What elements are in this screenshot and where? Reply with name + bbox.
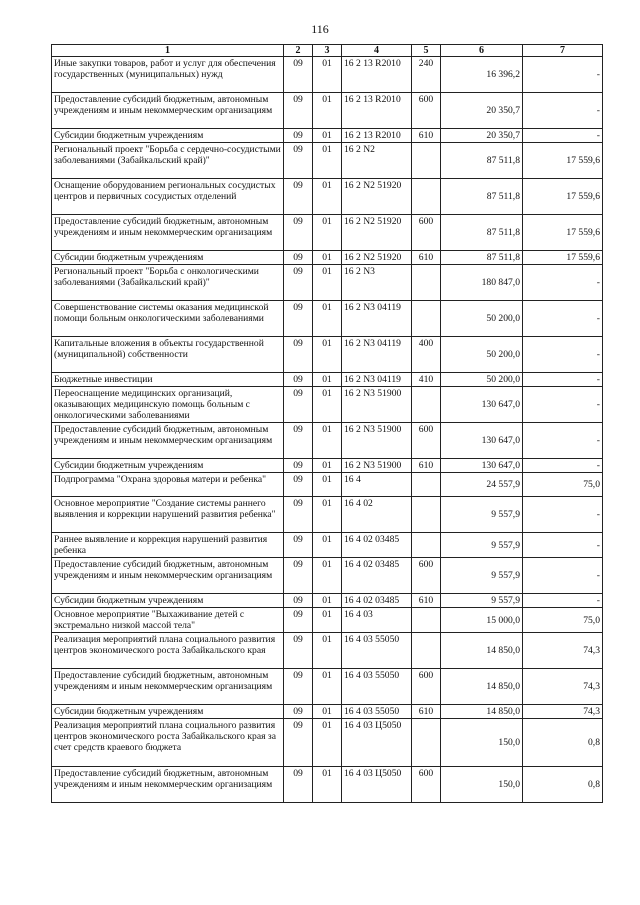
header-col-2: 2	[284, 45, 313, 57]
cell-expense-type	[412, 633, 441, 669]
cell-subsection: 01	[313, 215, 342, 251]
cell-expense-type	[412, 387, 441, 423]
cell-section: 09	[284, 301, 313, 337]
table-row	[52, 473, 603, 497]
header-col-1: 1	[52, 45, 284, 57]
cell-expense-type	[412, 608, 441, 633]
cell-section: 09	[284, 633, 313, 669]
cell-subsection: 01	[313, 93, 342, 129]
cell-target-code: 16 2 N3 51900	[342, 387, 412, 423]
header-col-3: 3	[313, 45, 342, 57]
cell-target-code: 16 2 N3 04119	[342, 373, 412, 387]
table-body	[52, 57, 603, 803]
cell-target-code: 16 2 N3 51900	[342, 423, 412, 459]
cell-subsection: 01	[313, 337, 342, 373]
cell-name: Предоставление субсидий бюджетным, автономным учреждениям и иным некоммерческим организациям	[52, 767, 284, 803]
cell-section: 09	[284, 423, 313, 459]
cell-subsection: 01	[313, 558, 342, 594]
cell-subsection: 01	[313, 669, 342, 705]
cell-name: Реализация мероприятий плана социального развития центров экономического роста Забайкальского края за счет средств краевого бюджета	[52, 719, 284, 767]
cell-subsection: 01	[313, 301, 342, 337]
cell-amount-1: 130 647,0	[441, 387, 523, 423]
table-row	[52, 459, 603, 473]
table-row	[52, 608, 603, 633]
table-row	[52, 265, 603, 301]
cell-name: Региональный проект "Борьба с онкологическими заболеваниями (Забайкальский край)"	[52, 265, 284, 301]
table-row	[52, 301, 603, 337]
cell-target-code: 16 4 03 55050	[342, 633, 412, 669]
header-col-7: 7	[523, 45, 603, 57]
cell-amount-2: 17 559,6	[523, 179, 603, 215]
cell-amount-1: 50 200,0	[441, 337, 523, 373]
cell-amount-2: -	[523, 265, 603, 301]
cell-amount-2: -	[523, 301, 603, 337]
cell-amount-1: 9 557,9	[441, 533, 523, 558]
cell-target-code: 16 2 N2 51920	[342, 215, 412, 251]
cell-subsection: 01	[313, 57, 342, 93]
table-row	[52, 669, 603, 705]
cell-subsection: 01	[313, 608, 342, 633]
cell-target-code: 16 2 13 R2010	[342, 57, 412, 93]
cell-amount-2: 74,3	[523, 705, 603, 719]
cell-name: Субсидии бюджетным учреждениям	[52, 129, 284, 143]
cell-target-code: 16 2 N3 04119	[342, 301, 412, 337]
cell-target-code: 16 2 N2 51920	[342, 179, 412, 215]
cell-amount-1: 14 850,0	[441, 633, 523, 669]
cell-amount-1: 50 200,0	[441, 373, 523, 387]
cell-target-code: 16 4 02 03485	[342, 594, 412, 608]
cell-target-code: 16 4 02	[342, 497, 412, 533]
cell-expense-type: 600	[412, 767, 441, 803]
cell-expense-type: 600	[412, 215, 441, 251]
cell-amount-2: 75,0	[523, 473, 603, 497]
cell-section: 09	[284, 143, 313, 179]
cell-target-code: 16 2 N2	[342, 143, 412, 179]
cell-amount-2: -	[523, 337, 603, 373]
table-row	[52, 558, 603, 594]
cell-amount-2: -	[523, 57, 603, 93]
cell-expense-type: 600	[412, 558, 441, 594]
cell-amount-1: 16 396,2	[441, 57, 523, 93]
cell-amount-1: 180 847,0	[441, 265, 523, 301]
table-row	[52, 767, 603, 803]
table-row	[52, 533, 603, 558]
table-row	[52, 719, 603, 767]
table-row	[52, 179, 603, 215]
cell-name: Раннее выявление и коррекция нарушений развития ребенка	[52, 533, 284, 558]
cell-section: 09	[284, 387, 313, 423]
cell-amount-2: 74,3	[523, 669, 603, 705]
cell-name: Переоснащение медицинских организаций, оказывающих медицинскую помощь больным с онкологическими заболеваниями	[52, 387, 284, 423]
cell-subsection: 01	[313, 387, 342, 423]
cell-amount-1: 20 350,7	[441, 93, 523, 129]
cell-expense-type: 610	[412, 705, 441, 719]
cell-expense-type	[412, 301, 441, 337]
cell-expense-type	[412, 265, 441, 301]
header-col-6: 6	[441, 45, 523, 57]
cell-amount-1: 130 647,0	[441, 459, 523, 473]
table-row	[52, 251, 603, 265]
cell-amount-2: -	[523, 533, 603, 558]
cell-section: 09	[284, 473, 313, 497]
cell-target-code: 16 4 02 03485	[342, 533, 412, 558]
cell-target-code: 16 2 N2 51920	[342, 251, 412, 265]
cell-expense-type: 610	[412, 594, 441, 608]
header-row	[52, 45, 603, 57]
cell-target-code: 16 2 N3 04119	[342, 337, 412, 373]
cell-amount-1: 130 647,0	[441, 423, 523, 459]
cell-target-code: 16 2 N3 51900	[342, 459, 412, 473]
cell-amount-1: 9 557,9	[441, 497, 523, 533]
cell-subsection: 01	[313, 497, 342, 533]
table-row	[52, 705, 603, 719]
table-row	[52, 387, 603, 423]
cell-subsection: 01	[313, 179, 342, 215]
table-row	[52, 337, 603, 373]
cell-target-code: 16 4 03 55050	[342, 669, 412, 705]
cell-amount-1: 87 511,8	[441, 179, 523, 215]
cell-amount-1: 15 000,0	[441, 608, 523, 633]
cell-amount-2: 17 559,6	[523, 251, 603, 265]
cell-amount-2: 0,8	[523, 719, 603, 767]
cell-expense-type: 600	[412, 93, 441, 129]
cell-subsection: 01	[313, 373, 342, 387]
cell-amount-1: 87 511,8	[441, 251, 523, 265]
cell-section: 09	[284, 251, 313, 265]
cell-section: 09	[284, 558, 313, 594]
table-row	[52, 633, 603, 669]
cell-name: Основное мероприятие "Выхаживание детей с экстремально низкой массой тела"	[52, 608, 284, 633]
cell-section: 09	[284, 129, 313, 143]
cell-section: 09	[284, 57, 313, 93]
cell-amount-2: -	[523, 459, 603, 473]
cell-amount-2: -	[523, 497, 603, 533]
cell-section: 09	[284, 608, 313, 633]
cell-name: Капитальные вложения в объекты государственной (муниципальной) собственности	[52, 337, 284, 373]
table-row	[52, 215, 603, 251]
cell-section: 09	[284, 705, 313, 719]
cell-name: Подпрограмма "Охрана здоровья матери и ребенка"	[52, 473, 284, 497]
cell-amount-1: 50 200,0	[441, 301, 523, 337]
cell-subsection: 01	[313, 423, 342, 459]
cell-subsection: 01	[313, 265, 342, 301]
cell-subsection: 01	[313, 705, 342, 719]
cell-subsection: 01	[313, 594, 342, 608]
table-row	[52, 143, 603, 179]
table-row	[52, 594, 603, 608]
cell-amount-2: -	[523, 129, 603, 143]
cell-amount-2: 75,0	[523, 608, 603, 633]
cell-amount-1: 14 850,0	[441, 669, 523, 705]
cell-expense-type: 240	[412, 57, 441, 93]
cell-subsection: 01	[313, 473, 342, 497]
cell-amount-2: -	[523, 387, 603, 423]
cell-section: 09	[284, 497, 313, 533]
table-row	[52, 423, 603, 459]
cell-name: Реализация мероприятий плана социального развития центров экономического роста Забайкальского края	[52, 633, 284, 669]
page-number: 116	[311, 22, 329, 36]
cell-subsection: 01	[313, 143, 342, 179]
cell-amount-2: 17 559,6	[523, 143, 603, 179]
cell-target-code: 16 2 13 R2010	[342, 93, 412, 129]
cell-expense-type: 600	[412, 669, 441, 705]
table-row	[52, 129, 603, 143]
cell-name: Бюджетные инвестиции	[52, 373, 284, 387]
cell-amount-2: -	[523, 594, 603, 608]
cell-expense-type	[412, 533, 441, 558]
cell-name: Субсидии бюджетным учреждениям	[52, 459, 284, 473]
cell-amount-2: -	[523, 373, 603, 387]
cell-section: 09	[284, 459, 313, 473]
cell-name: Субсидии бюджетным учреждениям	[52, 705, 284, 719]
cell-section: 09	[284, 594, 313, 608]
cell-amount-1: 87 511,8	[441, 143, 523, 179]
cell-name: Предоставление субсидий бюджетным, автономным учреждениям и иным некоммерческим организациям	[52, 93, 284, 129]
cell-target-code: 16 4 03 Ц5050	[342, 767, 412, 803]
cell-amount-1: 9 557,9	[441, 558, 523, 594]
cell-name: Предоставление субсидий бюджетным, автономным учреждениям и иным некоммерческим организациям	[52, 215, 284, 251]
cell-target-code: 16 2 13 R2010	[342, 129, 412, 143]
cell-subsection: 01	[313, 633, 342, 669]
cell-subsection: 01	[313, 767, 342, 803]
cell-expense-type	[412, 719, 441, 767]
cell-expense-type: 610	[412, 459, 441, 473]
cell-name: Совершенствование системы оказания медицинской помощи больным онкологическими заболеваниями	[52, 301, 284, 337]
cell-name: Региональный проект "Борьба с сердечно-сосудистыми заболеваниями (Забайкальский край)"	[52, 143, 284, 179]
cell-amount-1: 9 557,9	[441, 594, 523, 608]
cell-section: 09	[284, 215, 313, 251]
cell-amount-1: 14 850,0	[441, 705, 523, 719]
cell-name: Предоставление субсидий бюджетным, автономным учреждениям и иным некоммерческим организациям	[52, 423, 284, 459]
cell-amount-1: 20 350,7	[441, 129, 523, 143]
cell-section: 09	[284, 265, 313, 301]
table-row	[52, 93, 603, 129]
cell-amount-2: -	[523, 93, 603, 129]
cell-amount-2: 17 559,6	[523, 215, 603, 251]
cell-amount-1: 87 511,8	[441, 215, 523, 251]
cell-section: 09	[284, 669, 313, 705]
cell-amount-1: 150,0	[441, 767, 523, 803]
cell-expense-type: 400	[412, 337, 441, 373]
cell-subsection: 01	[313, 251, 342, 265]
cell-subsection: 01	[313, 719, 342, 767]
cell-target-code: 16 4 02 03485	[342, 558, 412, 594]
cell-expense-type	[412, 179, 441, 215]
cell-name: Предоставление субсидий бюджетным, автономным учреждениям и иным некоммерческим организациям	[52, 669, 284, 705]
cell-subsection: 01	[313, 129, 342, 143]
cell-amount-2: -	[523, 423, 603, 459]
cell-section: 09	[284, 373, 313, 387]
cell-name: Оснащение оборудованием региональных сосудистых центров и первичных сосудистых отделений	[52, 179, 284, 215]
cell-section: 09	[284, 337, 313, 373]
cell-expense-type: 610	[412, 251, 441, 265]
cell-amount-2: 0,8	[523, 767, 603, 803]
table-row	[52, 497, 603, 533]
cell-expense-type	[412, 473, 441, 497]
cell-target-code: 16 4 03 Ц5050	[342, 719, 412, 767]
cell-amount-2: 74,3	[523, 633, 603, 669]
cell-section: 09	[284, 767, 313, 803]
header-col-4: 4	[342, 45, 412, 57]
cell-section: 09	[284, 533, 313, 558]
cell-subsection: 01	[313, 459, 342, 473]
table-row	[52, 373, 603, 387]
cell-amount-1: 150,0	[441, 719, 523, 767]
cell-target-code: 16 4 03	[342, 608, 412, 633]
cell-name: Предоставление субсидий бюджетным, автономным учреждениям и иным некоммерческим организациям	[52, 558, 284, 594]
cell-target-code: 16 4 03 55050	[342, 705, 412, 719]
cell-amount-2: -	[523, 558, 603, 594]
cell-name: Субсидии бюджетным учреждениям	[52, 594, 284, 608]
table-row	[52, 57, 603, 93]
cell-expense-type: 600	[412, 423, 441, 459]
cell-section: 09	[284, 719, 313, 767]
cell-section: 09	[284, 179, 313, 215]
cell-section: 09	[284, 93, 313, 129]
cell-expense-type: 410	[412, 373, 441, 387]
cell-expense-type: 610	[412, 129, 441, 143]
cell-name: Основное мероприятие "Создание системы раннего выявления и коррекции нарушений развития ребенка"	[52, 497, 284, 533]
cell-target-code: 16 2 N3	[342, 265, 412, 301]
cell-expense-type	[412, 497, 441, 533]
cell-name: Субсидии бюджетным учреждениям	[52, 251, 284, 265]
cell-name: Иные закупки товаров, работ и услуг для обеспечения государственных (муниципальных) нужд	[52, 57, 284, 93]
header-col-5: 5	[412, 45, 441, 57]
cell-amount-1: 24 557,9	[441, 473, 523, 497]
budget-table	[51, 44, 603, 803]
cell-subsection: 01	[313, 533, 342, 558]
cell-target-code: 16 4	[342, 473, 412, 497]
cell-expense-type	[412, 143, 441, 179]
